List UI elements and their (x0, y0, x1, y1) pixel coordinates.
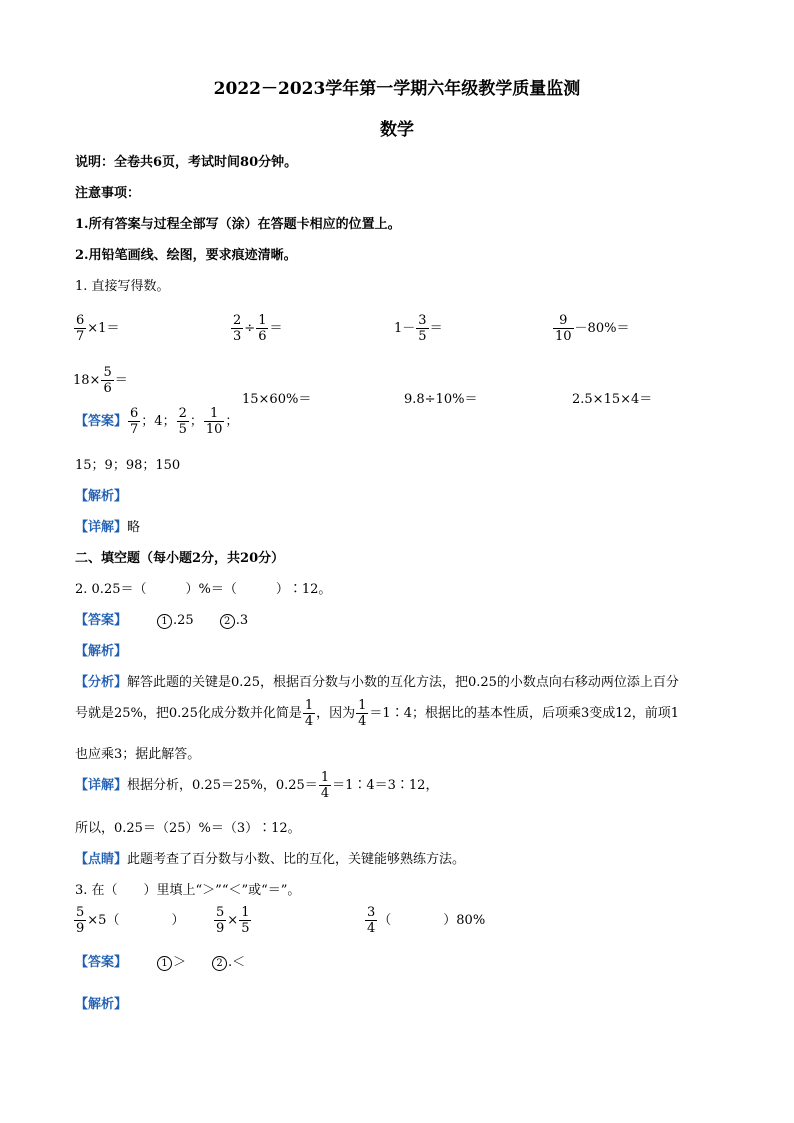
q2-fenxi-line-3: 也应乘3；据此解答。 (75, 747, 201, 762)
answer-label: 【答案】 (75, 414, 128, 429)
q3-answer: 【答案】 1 ＞ 2 .＜ (75, 955, 246, 970)
q1-expression-6: 15×60%＝ (242, 392, 312, 407)
q3-expression-2: $\frac{5}{9}$ × $\frac{1}{5}$ (216, 905, 250, 936)
q2-fenxi-line-2: 号就是25%，把0.25化成分数并化简是 $\frac{1}{4}$ ，因为 $\frac{1}{4}$ ＝1∶4；根据比的基本性质，后项乘3变成12，前项1 (75, 698, 680, 729)
q1-expression-8: 2.5×15×4＝ (572, 392, 653, 407)
notes-heading: 注意事项： (75, 186, 141, 201)
q2-detail-line-2: 所以，0.25＝（25）%＝（3）∶12。 (75, 821, 301, 836)
q1-expression-2: $\frac{2}{3}$ ÷ $\frac{1}{6}$ ＝ (233, 313, 283, 344)
q1-expression-1: $\frac{6}{7}$ ×1＝ (76, 313, 120, 344)
question-1-stem: 1. 直接写得数。 (75, 279, 170, 294)
q1-detail: 【详解】略 (75, 520, 141, 535)
q1-answer: 【答案】 $\frac{6}{7}$ ；4； $\frac{2}{5}$ ； $\frac{1}{10}$ ； (75, 406, 239, 437)
subject-title: 数学 (380, 120, 414, 140)
q1-expression-7: 9.8÷10%＝ (404, 392, 478, 407)
note-item-1: 1.所有答案与过程全部写（涂）在答题卡相应的位置上。 (75, 217, 401, 232)
question-2-stem: 2. 0.25＝（ ）%＝（ ）∶12。 (75, 582, 332, 597)
question-3-stem: 3. 在（ ）里填上“＞”“＜”或“＝”。 (75, 883, 301, 898)
q1-expression-4: $\frac{9}{10}$ －80%＝ (555, 313, 630, 344)
exam-instructions: 说明：全卷共6页，考试时间80分钟。 (75, 155, 298, 170)
q1-answer-line-2: 15；9；98；150 (75, 458, 181, 473)
q2-analysis-label: 【解析】 (75, 644, 128, 659)
q1-expression-5: 18× $\frac{5}{6}$ ＝ (73, 365, 128, 396)
q2-fenxi-line-1: 【分析】解答此题的关键是0.25，根据百分数与小数的互化方法，把0.25的小数点向右移动两位添上百分 (75, 675, 679, 690)
q1-analysis-label: 【解析】 (75, 489, 128, 504)
q2-detail-line-1: 【详解】根据分析，0.25＝25%，0.25＝ $\frac{1}{4}$ ＝1∶4＝3∶12， (75, 770, 439, 801)
q2-answer: 【答案】 1 .25 2 .3 (75, 613, 249, 628)
page-title: 2022－2023学年第一学期六年级教学质量监测 (213, 79, 581, 99)
q3-analysis-label: 【解析】 (75, 997, 128, 1012)
q1-expression-3: 1－ $\frac{3}{5}$ ＝ (394, 313, 443, 344)
q3-expression-1: $\frac{5}{9}$ ×5（ ） (76, 905, 185, 936)
note-item-2: 2.用铅笔画线、绘图，要求痕迹清晰。 (75, 248, 297, 263)
q2-dianjing: 【点睛】此题考查了百分数与小数、比的互化，关键能够熟练方法。 (75, 852, 466, 867)
section-2-title: 二、填空题（每小题2分，共20分） (75, 551, 285, 566)
q3-expression-3: $\frac{3}{4}$ （ ）80% (367, 905, 486, 936)
